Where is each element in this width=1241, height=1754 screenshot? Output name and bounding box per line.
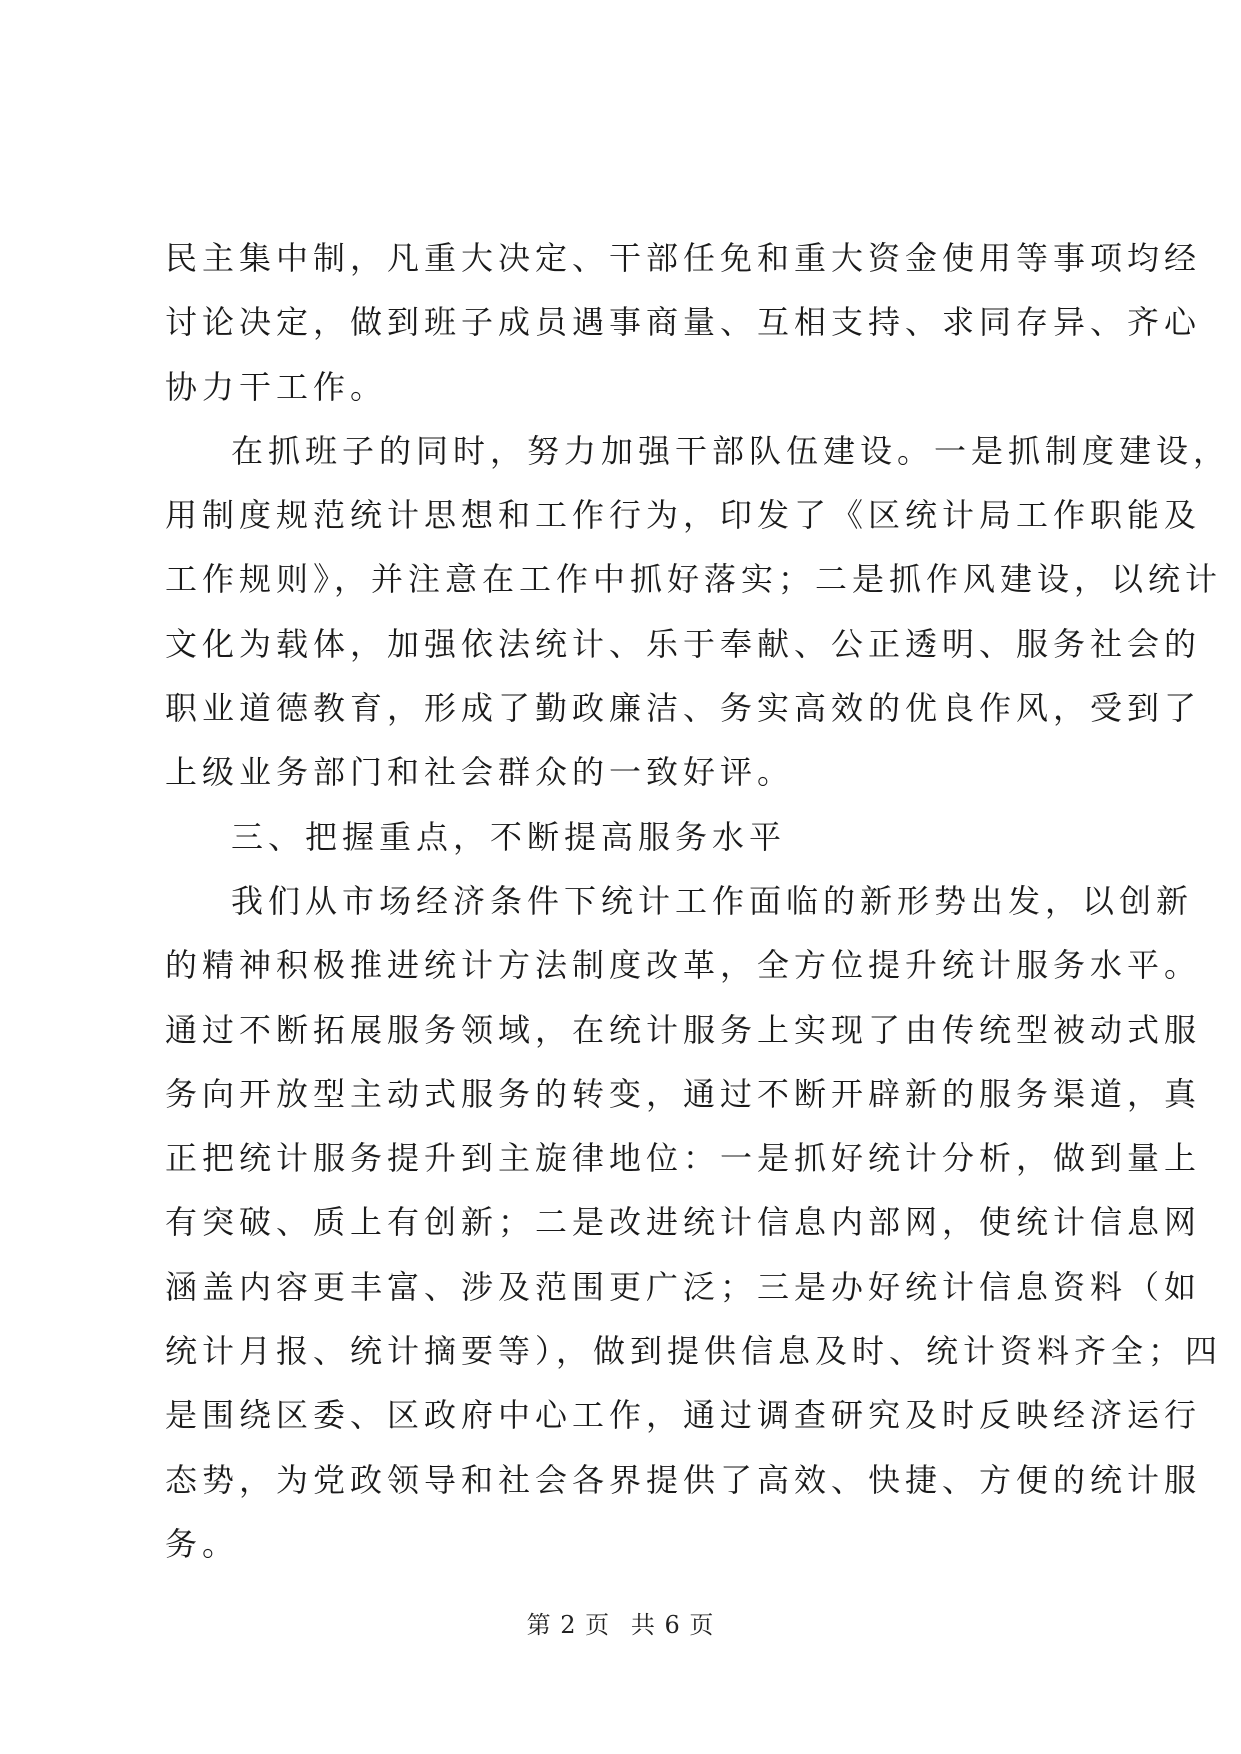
text-line: 态势，为党政领导和社会各界提供了高效、快捷、方便的统计服 (165, 1460, 1202, 1499)
text-line: 务向开放型主动式服务的转变，通过不断开辟新的服务渠道，真 (165, 1074, 1202, 1113)
text-line: 涵盖内容更丰富、涉及范围更广泛；三是办好统计信息资料（如 (165, 1267, 1202, 1306)
text-line: 上级业务部门和社会群众的一致好评。 (165, 753, 795, 792)
text-line: 用制度规范统计思想和工作行为，印发了《区统计局工作职能及 (165, 496, 1202, 535)
paragraph-start-line: 在抓班子的同时，努力加强干部队伍建设。一是抓制度建设， (231, 431, 1231, 470)
document-body (165, 226, 1231, 1576)
page-footer (0, 1605, 1241, 1640)
text-line: 统计月报、统计摘要等），做到提供信息及时、统计资料齐全；四 (165, 1332, 1223, 1371)
text-line: 是围绕区委、区政府中心工作，通过调查研究及时反映经济运行 (165, 1396, 1202, 1435)
text-line: 协力干工作。 (165, 367, 388, 406)
text-line: 通过不断拓展服务领域，在统计服务上实现了由传统型被动式服 (165, 1010, 1202, 1049)
text-line: 文化为载体，加强依法统计、乐于奉献、公正透明、服务社会的 (165, 624, 1202, 663)
text-line: 有突破、质上有创新；二是改进统计信息内部网，使统计信息网 (165, 1203, 1202, 1242)
text-line: 正把统计服务提升到主旋律地位：一是抓好统计分析，做到量上 (165, 1139, 1202, 1178)
paragraph-start-line: 我们从市场经济条件下统计工作面临的新形势出发，以创新 (231, 881, 1194, 920)
page-number: 第 2 页 (526, 1611, 611, 1639)
page-total: 共 6 页 (630, 1611, 715, 1639)
text-line: 工作规则》，并注意在工作中抓好落实；二是抓作风建设，以统计 (165, 560, 1223, 599)
text-line: 务。 (165, 1524, 240, 1563)
text-line: 讨论决定，做到班子成员遇事商量、互相支持、求同存异、齐心 (165, 303, 1202, 342)
section-heading: 三、把握重点，不断提高服务水平 (231, 817, 787, 856)
text-line: 职业道德教育，形成了勤政廉洁、务实高效的优良作风，受到了 (165, 689, 1202, 728)
text-line: 民主集中制，凡重大决定、干部任免和重大资金使用等事项均经 (165, 239, 1202, 277)
text-line: 的精神积极推进统计方法制度改革，全方位提升统计服务水平。 (165, 946, 1202, 985)
